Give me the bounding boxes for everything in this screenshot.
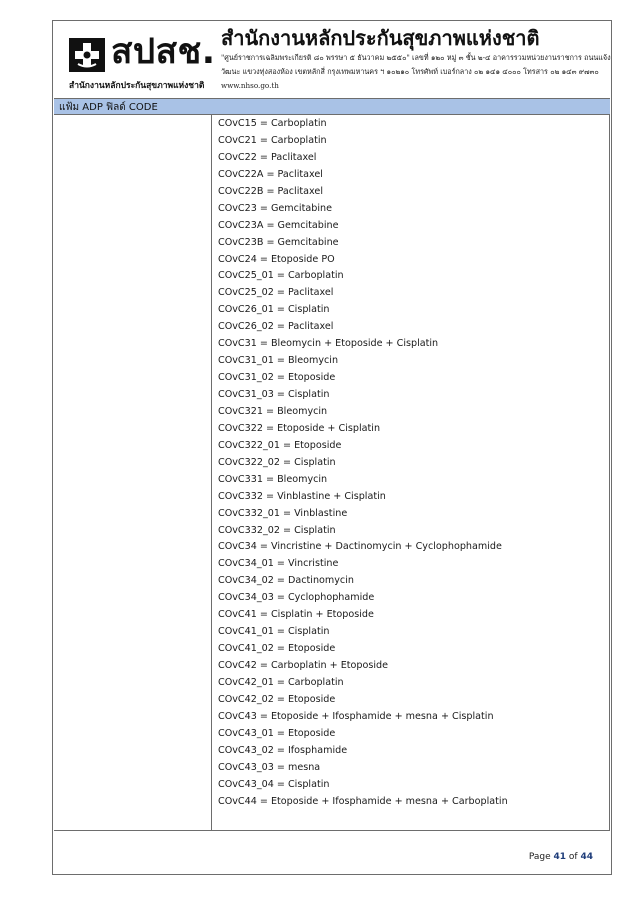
code-row: COvC31_03 = Cisplatin <box>218 389 330 400</box>
code-row: COvC34 = Vincristine + Dactinomycin + Cyclophophamide <box>218 541 502 553</box>
code-row: COvC31_01 = Bleomycin <box>218 355 339 367</box>
code-row: COvC41 = Cisplatin + Etoposide <box>218 609 374 621</box>
organization-info <box>221 25 611 93</box>
letterhead <box>53 21 611 98</box>
code-row: COvC42_01 = Carboplatin <box>218 676 344 688</box>
code-row: COvC31_02 = Etoposide <box>218 372 336 384</box>
code-row: COvC43_02 = Ifosphamide <box>218 744 348 756</box>
code-row: COvC43 = Etoposide + Ifosphamide + mesna + Cisplatin <box>218 710 494 722</box>
total-pages-number: 44 <box>580 852 593 862</box>
code-row: COvC321 = Bleomycin <box>218 405 328 417</box>
code-row: COvC322_01 = Etoposide <box>218 439 342 451</box>
column-right-border <box>609 115 610 831</box>
code-row: COvC26_02 = Paclitaxel <box>218 321 334 333</box>
code-table <box>54 98 610 831</box>
code-row: COvC34_01 = Vincristine <box>218 558 339 570</box>
page-word: Page <box>528 852 551 862</box>
code-row: COvC322_02 = Cisplatin <box>218 456 336 468</box>
table-body <box>54 115 610 831</box>
code-row: COvC331 = Bleomycin <box>218 473 328 485</box>
code-row: COvC23A = Gemcitabine <box>218 219 339 231</box>
code-row: COvC43_03 = mesna <box>218 761 321 773</box>
code-row: COvC21 = Carboplatin <box>218 134 327 146</box>
code-row: COvC332_02 = Cisplatin <box>218 524 336 536</box>
organization-title: สำนักงานหลักประกันสุขภาพแห่งชาติ <box>221 26 540 50</box>
code-row: COvC42_02 = Etoposide <box>218 693 336 705</box>
current-page-number: 41 <box>553 852 567 862</box>
code-row: COvC332 = Vinblastine + Cisplatin <box>218 490 386 502</box>
code-row: COvC43_04 = Cisplatin <box>218 778 330 790</box>
column-divider <box>211 115 212 831</box>
website-link[interactable]: www.nhso.go.th <box>221 81 279 90</box>
code-row: COvC26_01 = Cisplatin <box>218 304 330 316</box>
code-row: COvC41_02 = Etoposide <box>218 643 336 655</box>
code-row: COvC25_01 = Carboplatin <box>218 270 344 282</box>
code-row: COvC42 = Carboplatin + Etoposide <box>218 660 389 671</box>
code-row: COvC24 = Etoposide PO <box>218 253 335 265</box>
table-header: แฟ้ม ADP ฟิลด์ CODE <box>54 98 610 115</box>
address-line-1: "ศูนย์ราชการเฉลิมพระเกียรติ ๘๐ พรรษา ๕ ธันวาคม ๒๕๕๐" เลขที่ ๑๒๐ หมู่ ๓ ชั้น ๒-๔ อาคารรวมหน่วยงานราชการ ถนนแจ้ง <box>221 53 611 62</box>
code-row: COvC44 = Etoposide + Ifosphamide + mesna + Carboplatin <box>218 795 508 807</box>
page-footer <box>529 852 593 862</box>
code-row: COvC22 = Paclitaxel <box>218 151 317 163</box>
code-row: COvC22A = Paclitaxel <box>218 168 323 180</box>
code-row: COvC23B = Gemcitabine <box>218 236 339 248</box>
code-row: COvC31 = Bleomycin + Etoposide + Cisplatin <box>218 338 439 350</box>
table-bottom-border <box>54 830 610 831</box>
code-row: COvC25_02 = Paclitaxel <box>218 287 334 299</box>
code-row: COvC34_02 = Dactinomycin <box>218 575 354 587</box>
code-row: COvC43_01 = Etoposide <box>218 727 336 739</box>
page-frame <box>52 20 612 875</box>
nhso-logo <box>63 28 216 92</box>
code-row: COvC322 = Etoposide + Cisplatin <box>218 422 381 434</box>
logo-subtitle: สำนักงานหลักประกันสุขภาพแห่งชาติ <box>69 81 205 91</box>
code-row: COvC23 = Gemcitabine <box>218 202 332 214</box>
address-line-2: วัฒนะ แขวงทุ่งสองห้อง เขตหลักสี่ กรุงเทพมหานคร ฯ ๑๐๒๑๐ โทรศัพท์ เบอร์กลาง ๐๒ ๑๔๑ ๔๐๐๐ โทรสาร ๐๒ ๑๔๓ ๙๗๓๐ <box>221 67 599 76</box>
code-row: COvC15 = Carboplatin <box>218 118 327 129</box>
code-row: COvC22B = Paclitaxel <box>218 185 323 197</box>
logo-text: สปสช. <box>111 32 216 72</box>
of-word: of <box>568 852 578 862</box>
logo-mark-icon <box>69 38 105 72</box>
code-row: COvC34_03 = Cyclophophamide <box>218 592 375 604</box>
code-row: COvC332_01 = Vinblastine <box>218 507 348 519</box>
code-list <box>218 116 508 810</box>
code-row: COvC41_01 = Cisplatin <box>218 626 330 638</box>
